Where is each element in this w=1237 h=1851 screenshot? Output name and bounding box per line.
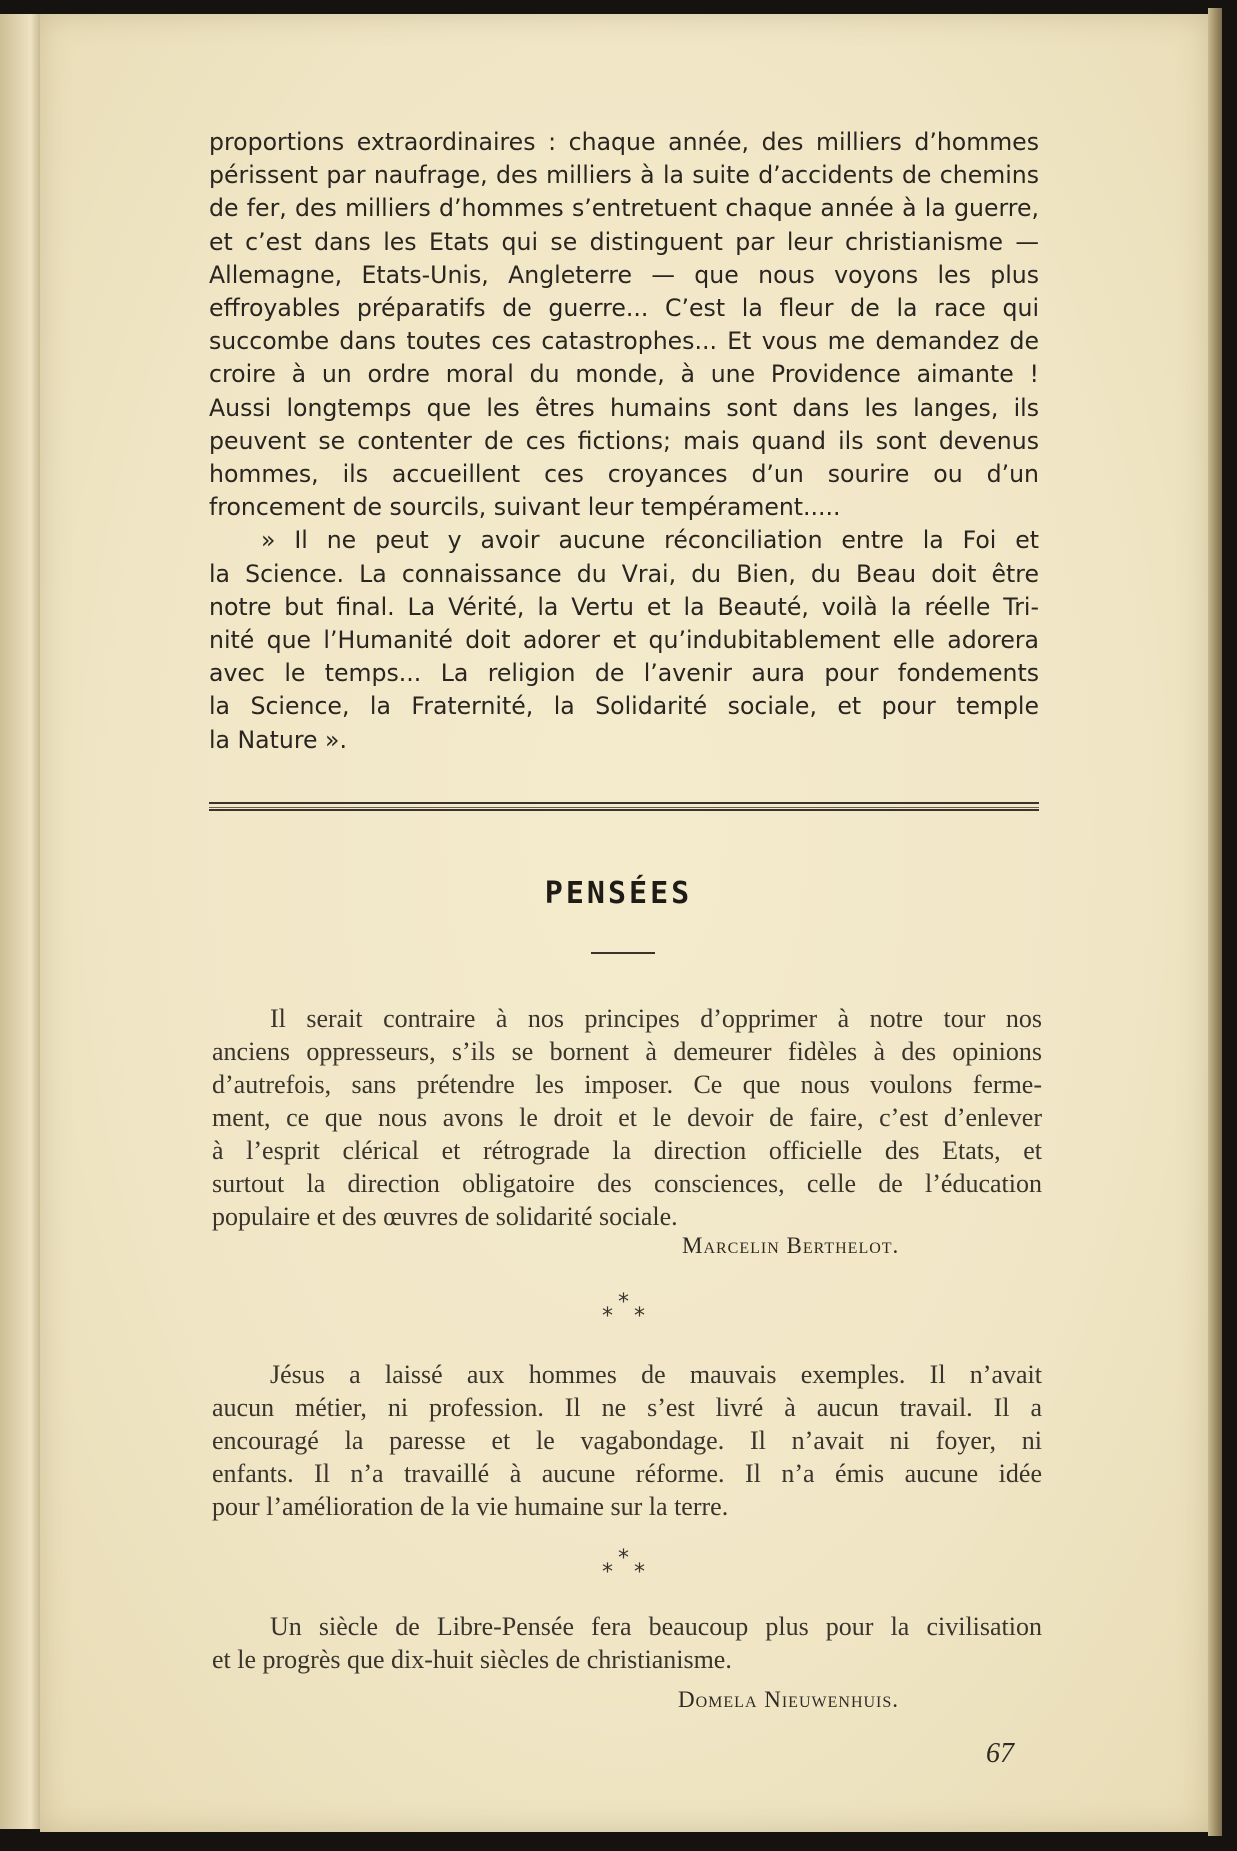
text-line: effroyables préparatifs de guerre... C’est la fleur de la race qui (209, 294, 1039, 323)
text-line: et le progrès que dix-huit siècles de christianisme. (212, 1645, 732, 1674)
text-line: nité que l’Humanité doit adorer et qu’indubitablement elle adorera (209, 626, 1039, 655)
text-line: la Science, la Fraternité, la Solidarité sociale, et pour temple (209, 692, 1039, 721)
author-signature: Domela Nieuwenhuis. (678, 1687, 900, 1712)
text-line: de fer, des milliers d’hommes s’entretuent chaque année à la guerre, (209, 194, 1039, 223)
asterism-star: * (618, 1290, 629, 1315)
title-underline (591, 952, 655, 954)
text-line: populaire et des œuvres de solidarité sociale. (212, 1202, 678, 1231)
text-line: périssent par naufrage, des milliers à la suite d’accidents de chemins (209, 161, 1039, 190)
text-line: anciens oppresseurs, s’ils se bornent à demeurer fidèles à des opinions (212, 1037, 1042, 1066)
text-line: Allemagne, Etats-Unis, Angleterre — que nous voyons les plus (209, 260, 1039, 289)
text-line: Il serait contraire à nos principes d’opprimer à notre tour nos (270, 1004, 1042, 1033)
quote-jesus (212, 1358, 1042, 1523)
text-line: encouragé la paresse et le vagabondage. Il n’avait ni foyer, ni (212, 1426, 1042, 1455)
text-line: et c’est dans les Etats qui se distinguent par leur christianisme — (209, 227, 1039, 256)
asterism-star: * (602, 1304, 613, 1329)
text-line: d’autrefois, sans prétendre les imposer. Ce que nous voulons ferme- (212, 1070, 1042, 1099)
text-line: croire à un ordre moral du monde, à une Providence aimante ! (209, 360, 1039, 389)
text-line: ment, ce que nous avons le droit et le devoir de faire, c’est d’enlever (212, 1103, 1042, 1132)
asterism-star: * (634, 1304, 645, 1329)
text-line: notre but final. La Vérité, la Vertu et la Beauté, voilà la réelle Tri- (209, 592, 1039, 621)
text-line: surtout la direction obligatoire des consciences, celle de l’éducation (212, 1169, 1042, 1198)
text-line: » Il ne peut y avoir aucune réconciliation entre la Foi et (261, 526, 1039, 555)
asterism-divider (596, 1546, 656, 1586)
text-line: Aussi longtemps que les êtres humains sont dans les langes, ils (209, 393, 1039, 422)
text-line: à l’esprit clérical et rétrograde la direction officielle des Etats, et (212, 1136, 1042, 1165)
text-line: hommes, ils accueillent ces croyances d’un sourire ou d’un (209, 460, 1039, 489)
text-line: aucun métier, ni profession. Il ne s’est livré à aucun travail. Il a (212, 1393, 1042, 1422)
text-line: enfants. Il n’a travaillé à aucune réforme. Il n’a émis aucune idée (212, 1459, 1042, 1488)
text-line: la Science. La connaissance du Vrai, du Bien, du Beau doit être (209, 559, 1039, 588)
asterism-star: * (602, 1560, 613, 1585)
author-signature: Marcelin Berthelot. (682, 1233, 900, 1258)
section-title: PENSÉES (544, 876, 693, 911)
text-line: froncement de sourcils, suivant leur tempérament..... (209, 493, 841, 522)
text-line: la Nature ». (209, 725, 347, 754)
text-line: pour l’amélioration de la vie humaine sur la terre. (212, 1492, 729, 1521)
section-divider-rule (209, 802, 1039, 811)
asterism-divider (596, 1290, 656, 1330)
quote-libre-pensee (212, 1610, 1042, 1676)
quote-berthelot (212, 1002, 1042, 1233)
right-page-edge (1208, 8, 1222, 1836)
asterism-star: * (634, 1560, 645, 1585)
text-line: succombe dans toutes ces catastrophes... Et vous me demandez de (209, 327, 1039, 356)
text-line: avec le temps... La religion de l’avenir aura pour fondements (209, 659, 1039, 688)
text-line: proportions extraordinaires : chaque année, des milliers d’hommes (209, 128, 1039, 156)
text-line: peuvent se contenter de ces fictions; mais quand ils sont devenus (209, 426, 1039, 455)
page-number: 67 (986, 1738, 1014, 1769)
asterism-star: * (618, 1546, 629, 1571)
text-line: Un siècle de Libre-Pensée fera beaucoup plus pour la civilisation (270, 1612, 1042, 1641)
continued-text (209, 126, 1039, 757)
text-line: Jésus a laissé aux hommes de mauvais exemples. Il n’avait (270, 1360, 1042, 1389)
